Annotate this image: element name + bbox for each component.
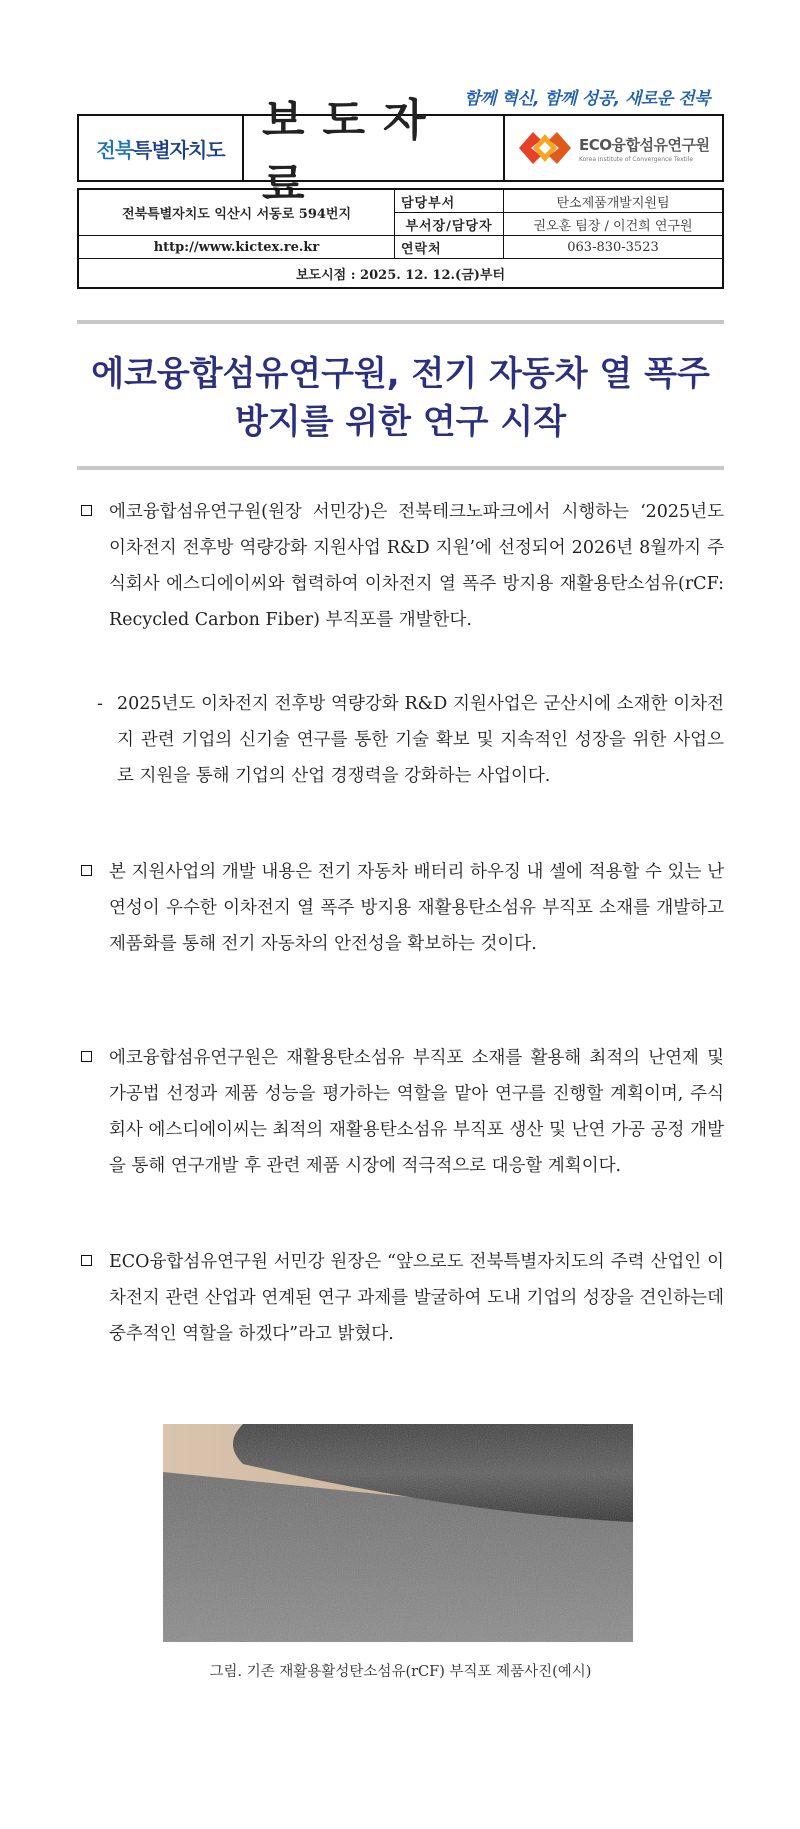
- contact-info-table: [77, 188, 724, 289]
- checkbox-bullet-icon: [81, 865, 92, 876]
- paragraph-2: 본 지원사업의 개발 내용은 전기 자동차 배터리 하우징 내 셀에 적용할 수 있는 난연성이 우수한 이차전지 열 폭주 방지용 재활용탄소섬유 부직포 소재를 개발하고 제품화를 통해 전기 자동차의 안전성을 확보하는 것이다.: [77, 854, 724, 962]
- manager-value: 권오훈 팀장 / 이건희 연구원: [504, 213, 724, 236]
- doc-type-title: 보도자료: [244, 116, 505, 180]
- eco-logo-name: ECO융합섬유연구원: [579, 135, 710, 154]
- org-logo-jeonbuk: 전북 특별자치도: [79, 116, 244, 180]
- carbon-fiber-nonwoven-image: [163, 1424, 633, 1642]
- dept-label: 담당부서: [395, 189, 504, 213]
- headline-line-1: 에코융합섬유연구원, 전기 자동차 열 폭주: [91, 354, 710, 394]
- eco-logo: [505, 116, 722, 180]
- manager-label: 부서장/담당자: [395, 213, 504, 236]
- release-date: 보도시점 : 2025. 12. 12.(금)부터: [78, 259, 723, 289]
- product-photo: [163, 1424, 633, 1642]
- paragraph-4: ECO융합섬유연구원 서민강 원장은 “앞으로도 전북특별자치도의 주력 산업인 이차전지 관련 산업과 연계된 연구 과제를 발굴하여 도내 기업의 성장을 견인하는데 중추적인 역할을 하겠다”라고 밝혔다.: [77, 1244, 724, 1352]
- divider-bottom: [77, 466, 724, 470]
- divider-top: [77, 320, 724, 324]
- paragraph-1-sub: - 2025년도 이차전지 전후방 역량강화 R&D 지원사업은 군산시에 소재한 이차전지 관련 기업의 신기술 연구를 통한 기술 확보 및 지속적인 성장을 위한 사업으로 지원을 통해 기업의 산업 경쟁력을 강화하는 사업이다.: [97, 694, 724, 786]
- paragraph-1: 에코융합섬유연구원(원장 서민강)은 전북테크노파크에서 시행하는 ‘2025년도 이차전지 전후방 역량강화 지원사업 R&D 지원’에 선정되어 2026년 8월까지 주식회사 에스디에이씨와 협력하여 이차전지 열 폭주 방지용 재활용탄소섬유(rCF: Recycled Carbon Fiber) 부직포를 개발한다.: [77, 494, 724, 638]
- headline-line-2: 방지를 위한 연구 시작: [234, 402, 567, 442]
- website-link[interactable]: http://www.kictex.re.kr: [78, 236, 395, 259]
- photo-caption: 그림. 기존 재활용활성탄소섬유(rCF) 부직포 제품사진(예시): [209, 1664, 592, 1680]
- checkbox-bullet-icon: [81, 1051, 92, 1062]
- contact-value: 063-830-3523: [504, 236, 724, 259]
- slogan: 함께 혁신, 함께 성공, 새로운 전북: [464, 89, 710, 109]
- eco-logo-icon: [515, 126, 575, 170]
- address: 전북특별자치도 익산시 서동로 594번지: [78, 189, 395, 236]
- paragraph-3: 에코융합섬유연구원은 재활용탄소섬유 부직포 소재를 활용해 최적의 난연제 및 가공법 선정과 제품 성능을 평가하는 역할을 맡아 연구를 진행할 계획이며, 주식회사 에스디에이씨는 최적의 재활용탄소섬유 부직포 생산 및 난연 가공 공정 개발을 통해 연구개발 후 관련 제품 시장에 적극적으로 대응할 계획이다.: [77, 1040, 724, 1184]
- contact-label: 연락처: [395, 236, 504, 259]
- checkbox-bullet-icon: [81, 1255, 92, 1266]
- headline: [77, 350, 724, 446]
- checkbox-bullet-icon: [81, 505, 92, 516]
- dept-value: 탄소제품개발지원팀: [504, 189, 724, 213]
- eco-logo-sub: Korea Institute of Convergence Textile: [579, 155, 694, 163]
